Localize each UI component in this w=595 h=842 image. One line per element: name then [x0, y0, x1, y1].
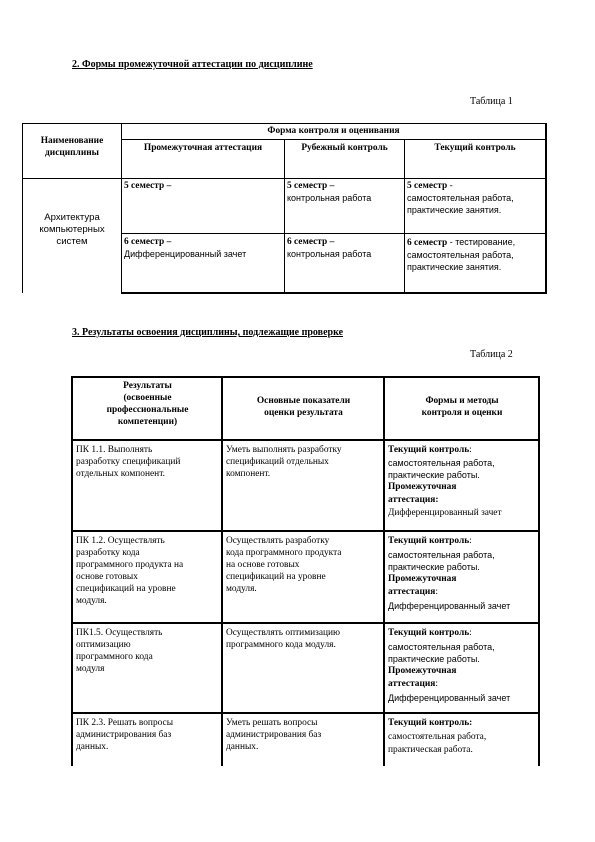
header-current: Текущий контроль	[434, 143, 516, 153]
t2-r1-competence: ПК 1.1. Выполнять разработку спецификаций отдельных компонент.	[76, 445, 181, 479]
t2-r3-indicators: Осуществлять оптимизацию программного кода модуля.	[226, 628, 341, 650]
header-results: Результаты (освоенные профессиональные компетенции)	[106, 381, 189, 427]
t2-r3-methods: Текущий контроль: самостоятельная работа, практические работы. Промежуточная аттестация: Дифференцированный зачет	[388, 628, 511, 703]
header-control-form: Форма контроля и оценивания	[267, 126, 400, 136]
t1-r2-current: 6 семестр - тестирование, самостоятельная работа, практические занятия.	[407, 237, 516, 272]
t1-r2-intermediate: 6 семестр – Дифференцированный зачет	[124, 237, 247, 259]
header-methods: Формы и методы контроля и оценки	[421, 396, 503, 418]
table-1-caption: Таблица 1	[470, 96, 513, 107]
header-indicators: Основные показатели оценки результата	[256, 396, 351, 418]
table-2-caption: Таблица 2	[470, 349, 513, 360]
discipline-name: Архитектура компьютерных систем	[39, 212, 105, 247]
t2-r1-methods: Текущий контроль: самостоятельная работа, практические работы. Промежуточная аттестация: Дифференцированный зачет	[388, 445, 502, 518]
t2-r2-indicators: Осуществлять разработку кода программного продукта на основе готовых спецификаций на уровне модуля.	[226, 536, 342, 594]
header-discipline: Наименование дисциплины	[40, 136, 104, 158]
t2-r4-indicators: Уметь решать вопросы администрирования баз данных.	[226, 718, 322, 752]
t1-r1-milestone: 5 семестр – контрольная работа	[287, 181, 372, 203]
section-3-heading: 3. Результаты освоения дисциплины, подлежащие проверке	[72, 327, 344, 338]
t2-r2-methods: Текущий контроль: самостоятельная работа, практические работы. Промежуточная аттестация: Дифференцированный зачет	[388, 536, 511, 611]
t2-r4-methods: Текущий контроль: самостоятельная работа, практическая работа.	[388, 718, 487, 756]
t2-r2-competence: ПК 1.2. Осуществлять разработку кода программного продукта на основе готовых спецификаций на уровне модуля.	[76, 536, 184, 606]
t1-r2-milestone: 6 семестр – контрольная работа	[287, 237, 372, 259]
header-intermediate: Промежуточная аттестация	[143, 143, 263, 153]
t2-r4-competence: ПК 2.3. Решать вопросы администрирования баз данных.	[76, 718, 174, 752]
section-2-heading: 2. Формы промежуточной аттестации по дисциплине	[72, 59, 313, 70]
t2-r3-competence: ПК1.5. Осуществлять оптимизацию программного кода модуля	[76, 628, 163, 674]
t1-r1-intermediate: 5 семестр –	[124, 181, 172, 191]
t1-r1-current: 5 семестр - самостоятельная работа, практические занятия.	[407, 181, 514, 215]
header-milestone: Рубежный контроль	[301, 143, 388, 153]
t2-r1-indicators: Уметь выполнять разработку спецификаций отдельных компонент.	[226, 445, 342, 479]
